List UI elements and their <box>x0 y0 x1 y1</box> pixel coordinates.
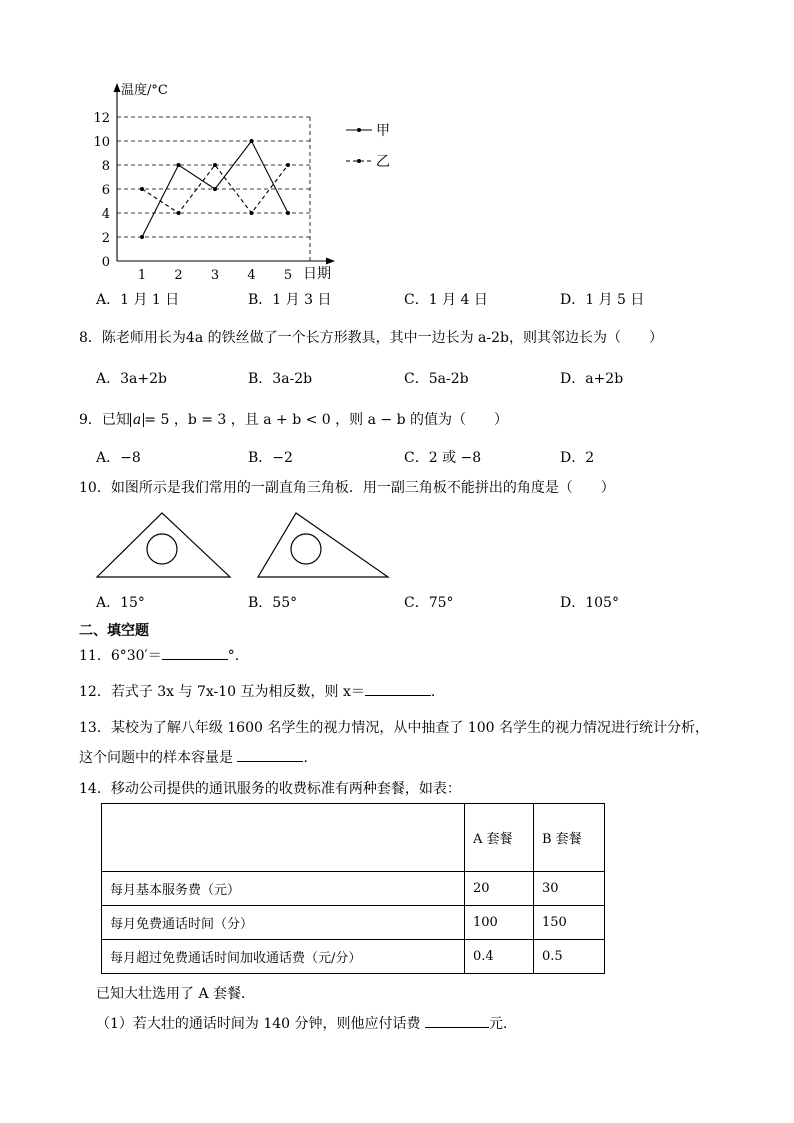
table-cell: 100 <box>465 906 534 940</box>
triangle-45-45-90 <box>97 513 230 577</box>
table-row <box>102 804 605 872</box>
q8-stem: 8．陈老师用长为4a 的铁丝做了一个长方形教具，其中一边长为 a-2b，则其邻边长为（ ） <box>79 330 664 346</box>
data-point-1 <box>177 211 181 215</box>
legend-label: 甲 <box>376 123 390 139</box>
table-header-cell: A 套餐 <box>465 804 534 872</box>
q10-option-a: A．15° <box>96 595 145 611</box>
legend-label: 乙 <box>376 154 390 170</box>
q13-line1: 13．某校为了解八年级 1600 名学生的视力情况，从中抽查了 100 名学生的视力情况进行统计分析， <box>79 720 709 736</box>
x-tick-label: 1 <box>137 268 147 283</box>
data-point-1 <box>140 187 144 191</box>
x-tick-label: 5 <box>283 268 293 283</box>
q14-sub1-answer-blank[interactable] <box>425 1013 489 1028</box>
q14-note: 已知大壮选用了 A 套餐． <box>96 986 256 1002</box>
y-tick-label: 6 <box>101 183 110 198</box>
y-tick-label: 10 <box>93 135 110 150</box>
q10-option-d: D．105° <box>560 595 619 611</box>
table-header-cell: B 套餐 <box>534 804 605 872</box>
y-tick-label: 2 <box>101 231 110 246</box>
data-point-0 <box>177 163 181 167</box>
q9-prefix: 9．已知 <box>79 412 130 428</box>
q7-option-a: A．1 月 1 日 <box>96 292 180 308</box>
q9-option-c: C．2 或 −8 <box>404 450 482 466</box>
q14-sub1-suffix: 元． <box>488 1016 517 1032</box>
y-tick-label: 8 <box>101 159 110 174</box>
table-header-cell <box>102 804 465 872</box>
table-cell: 0.4 <box>465 940 534 974</box>
q13-line2 <box>79 747 308 767</box>
table-cell: 每月免费通话时间（分） <box>102 906 465 940</box>
section-heading: 二、填空题 <box>79 623 149 639</box>
q9-abs-var: a <box>132 412 142 428</box>
table-row <box>102 872 605 906</box>
q9-option-a: A．−8 <box>96 450 141 466</box>
q7-option-d: D．1 月 5 日 <box>560 292 645 308</box>
triangle-30-hole <box>291 534 321 564</box>
legend-marker-1 <box>357 159 361 163</box>
q9-stem <box>79 409 508 429</box>
legend-marker-0 <box>357 128 361 132</box>
x-axis-arrow <box>326 258 335 265</box>
data-point-0 <box>286 211 290 215</box>
data-point-1 <box>250 211 254 215</box>
q11-suffix: °. <box>227 648 240 664</box>
q9-eq1: = 5 ， <box>144 412 188 428</box>
x-tick-label: 2 <box>174 268 183 283</box>
q12-suffix: . <box>430 684 436 700</box>
q10-option-c: C．75° <box>404 595 454 611</box>
q11-answer-blank[interactable] <box>162 645 228 660</box>
q9-option-b: B．−2 <box>248 450 293 466</box>
q7-option-c: C．1 月 4 日 <box>404 292 488 308</box>
table-cell: 每月超过免费通话时间加收通话费（元/分） <box>102 940 465 974</box>
table-cell: 每月基本服务费（元） <box>102 872 465 906</box>
q9-abs-value <box>130 413 144 427</box>
data-point-0 <box>250 139 254 143</box>
fee-table <box>101 803 605 974</box>
q8-option-b: B．3a-2b <box>248 371 313 387</box>
q13-suffix: . <box>303 750 308 766</box>
x-axis-label: 日期 <box>303 266 331 282</box>
triangle-45-hole <box>147 534 177 564</box>
table-cell: 30 <box>534 872 605 906</box>
q10-option-b: B．55° <box>248 595 298 611</box>
table-row <box>102 906 605 940</box>
q12-answer-blank[interactable] <box>365 681 431 696</box>
q13-answer-blank[interactable] <box>237 747 303 762</box>
y-tick-label: 12 <box>93 111 110 126</box>
y-axis-arrow <box>114 83 121 92</box>
q14-sub1-prefix: （1）若大壮的通话时间为 140 分钟，则他应付话费 <box>96 1016 425 1032</box>
data-point-0 <box>140 235 144 239</box>
x-tick-label: 3 <box>210 268 220 283</box>
q11-prefix: 11．6°30′＝ <box>79 648 162 664</box>
table-cell: 150 <box>534 906 605 940</box>
data-point-1 <box>213 163 217 167</box>
set-squares-figure <box>90 505 400 585</box>
q7-option-b: B．1 月 3 日 <box>248 292 332 308</box>
q9-option-d: D．2 <box>560 450 595 466</box>
q9-eq2: b = 3 ，且 a + b < 0 ，则 a − b 的值为（ ） <box>187 412 508 428</box>
q8-option-a: A．3a+2b <box>96 371 167 387</box>
y-tick-label: 0 <box>101 255 110 270</box>
q14-stem: 14．移动公司提供的通讯服务的收费标准有两种套餐，如表： <box>79 781 461 797</box>
y-tick-label: 4 <box>101 207 110 222</box>
q14-sub1 <box>96 1013 517 1033</box>
q8-option-c: C．5a-2b <box>404 371 469 387</box>
data-point-1 <box>286 163 290 167</box>
q12 <box>79 681 435 701</box>
y-axis-label: 温度/°C <box>121 83 168 98</box>
q8-option-d: D．a+2b <box>560 371 624 387</box>
q13-prefix: 这个问题中的样本容量是 <box>79 750 238 766</box>
triangle-30-60-90 <box>258 513 388 577</box>
q10-stem: 10．如图所示是我们常用的一副直角三角板．用一副三角板不能拼出的角度是（ ） <box>79 480 615 496</box>
data-point-0 <box>213 187 217 191</box>
q12-prefix: 12．若式子 3x 与 7x-10 互为相反数，则 x＝ <box>79 684 365 700</box>
table-cell: 20 <box>465 872 534 906</box>
temperature-line-chart <box>0 0 400 290</box>
x-tick-label: 4 <box>247 268 256 283</box>
table-cell: 0.5 <box>534 940 605 974</box>
table-row <box>102 940 605 974</box>
q11 <box>79 645 239 665</box>
